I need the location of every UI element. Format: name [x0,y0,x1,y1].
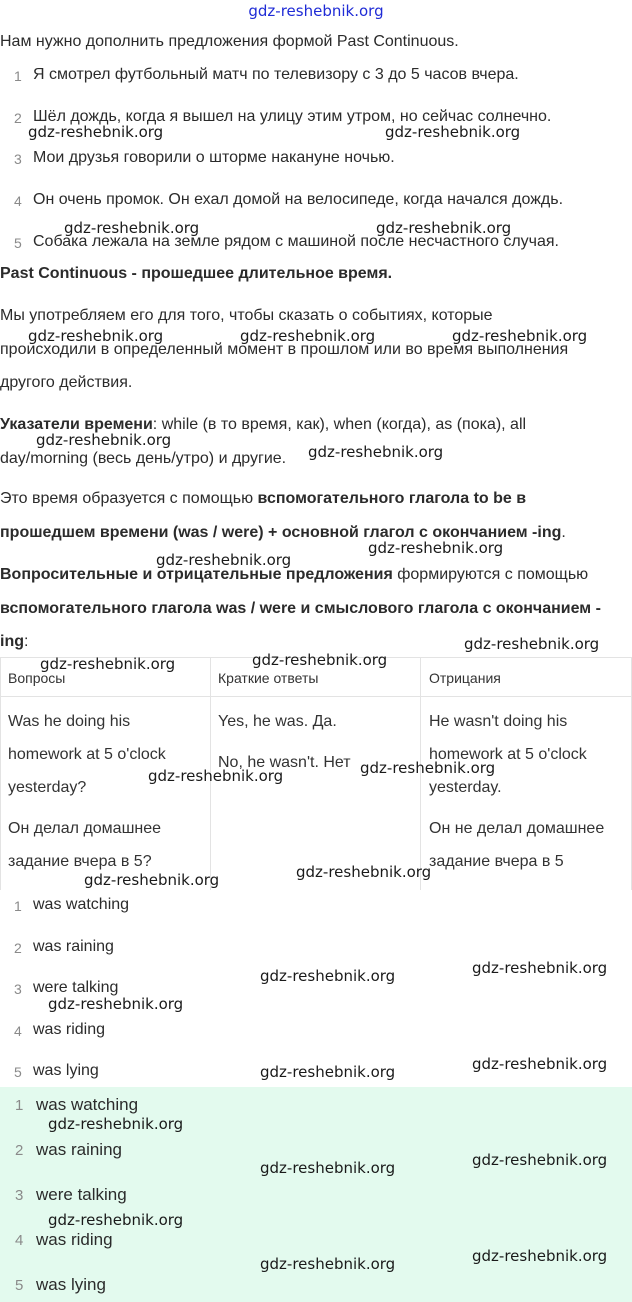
watermark: gdz-reshebnik.org [156,551,292,569]
grammar-table [0,657,632,889]
watermark: gdz-reshebnik.org [48,995,184,1013]
watermark: gdz-reshebnik.org [360,759,496,777]
watermark: gdz-reshebnik.org [464,635,600,653]
theory-use-line: другого действия. [0,374,133,391]
table-cell-negatives [429,705,604,878]
list-number: 2 [14,110,22,126]
list-number: 1 [14,68,22,84]
watermark: gdz-reshebnik.org [40,655,176,673]
watermark: gdz-reshebnik.org [472,1247,608,1265]
table-line: He wasn't doing his [429,713,568,730]
list-number: 5 [15,1277,24,1294]
list-item: was watching [36,1095,139,1114]
watermark: gdz-reshebnik.org [148,767,284,785]
watermark: gdz-reshebnik.org [452,327,588,345]
list-number: 4 [15,1232,24,1249]
watermark: gdz-reshebnik.org [376,219,512,237]
formation-bold: вспомогательного глагола to be в [257,490,527,507]
list-number: 1 [14,898,22,914]
table-line: Он не делал домашнее [429,820,605,837]
time-markers-label: Указатели времени [0,416,153,433]
watermark: gdz-reshebnik.org [28,327,164,345]
table-header: Краткие ответы [218,670,319,686]
question-rule [0,566,588,584]
watermark: gdz-reshebnik.org [308,443,444,461]
list-number: 5 [14,1064,22,1080]
formation-prefix: Это время образуется с помощью [0,490,258,507]
watermark: gdz-reshebnik.org [252,651,388,669]
list-number: 5 [14,235,22,251]
watermark: gdz-reshebnik.org [260,1063,396,1081]
formation-end: . [561,524,566,541]
theory-heading: Past Continuous - прошедшее длительное время. [0,265,393,282]
theory-use-line: происходили в определенный момент в прошлом или во время выполнения [0,341,569,358]
list-item: Он очень промок. Он ехал домой на велосипеде, когда начался дождь. [33,191,564,208]
formation-rule [0,490,526,508]
list-number: 3 [14,981,22,997]
list-number: 2 [14,940,22,956]
list-number: 3 [14,151,22,167]
watermark: gdz-reshebnik.org [28,123,164,141]
question-rule-cont [0,600,601,618]
site-watermark-top: gdz-reshebnik.org [248,2,384,20]
theory-use-line: Мы употребляем его для того, чтобы сказать о событиях, которые [0,307,493,324]
list-number: 1 [15,1097,24,1114]
list-item: Я смотрел футбольный матч по телевизору с 3 до 5 часов вчера. [33,66,519,83]
formation-bold: прошедшем времени (was / were) + основной глагол с окончанием -ing [0,524,562,541]
list-item: was raining [36,1140,122,1159]
watermark: gdz-reshebnik.org [64,219,200,237]
watermark: gdz-reshebnik.org [385,123,521,141]
question-bold: ing [0,633,24,650]
list-item: were talking [36,1185,127,1204]
intro-text: Нам нужно дополнить предложения формой Past Continuous. [0,33,459,50]
question-rest: формируются с помощью [392,566,589,583]
question-rule-end [0,633,28,651]
table-line: Yes, he was. Да. [218,713,337,730]
list-item: Мои друзья говорили о шторме накануне ночью. [33,149,395,166]
list-number: 2 [15,1142,24,1159]
list-number: 4 [14,193,22,209]
list-item: Собака лежала на земле рядом с машиной после несчастного случая. [33,233,559,250]
table-line: Он делал домашнее [8,820,162,837]
list-item: was lying [36,1275,106,1294]
question-end: : [24,633,29,650]
watermark: gdz-reshebnik.org [472,1055,608,1073]
list-item: was riding [36,1230,113,1249]
list-item: was watching [33,896,130,913]
watermark: gdz-reshebnik.org [260,1255,396,1273]
table-line: No, he wasn't. Нет [218,754,351,771]
table-line: задание вчера в 5? [8,853,152,870]
list-number: 4 [14,1023,22,1039]
table-header: Отрицания [429,670,501,686]
table-header: Вопросы [8,670,66,686]
list-item: was riding [33,1021,106,1038]
question-bold: Вопросительные и отрицательные предложения [0,566,393,583]
watermark: gdz-reshebnik.org [48,1115,184,1133]
table-cell-questions [8,705,166,878]
watermark: gdz-reshebnik.org [472,1151,608,1169]
watermark: gdz-reshebnik.org [36,431,172,449]
table-line: задание вчера в 5 [429,853,564,870]
table-line: yesterday? [8,779,87,796]
watermark: gdz-reshebnik.org [260,967,396,985]
watermark: gdz-reshebnik.org [48,1211,184,1229]
watermark: gdz-reshebnik.org [84,871,220,889]
list-number: 3 [15,1187,24,1204]
list-item: Шёл дождь, когда я вышел на улицу этим утром, но сейчас солнечно. [33,108,552,125]
list-item: was lying [33,1062,99,1079]
time-markers-list: : while (в то время, как), when (когда), as (пока), all [152,416,527,433]
list-item: was raining [33,938,114,955]
watermark: gdz-reshebnik.org [472,959,608,977]
time-markers-cont: day/morning (весь день/утро) и другие. [0,450,287,467]
question-bold: вспомогательного глагола was / were и смыслового глагола с окончанием - [0,600,601,617]
watermark: gdz-reshebnik.org [368,539,504,557]
table-line: homework at 5 o'clock [8,746,166,763]
watermark: gdz-reshebnik.org [260,1159,396,1177]
list-item: were talking [33,979,119,996]
table-line: Was he doing his [8,713,131,730]
watermark: gdz-reshebnik.org [296,863,432,881]
table-line: homework at 5 o'clock [429,746,587,763]
watermark: gdz-reshebnik.org [240,327,376,345]
table-line: yesterday. [429,779,502,796]
